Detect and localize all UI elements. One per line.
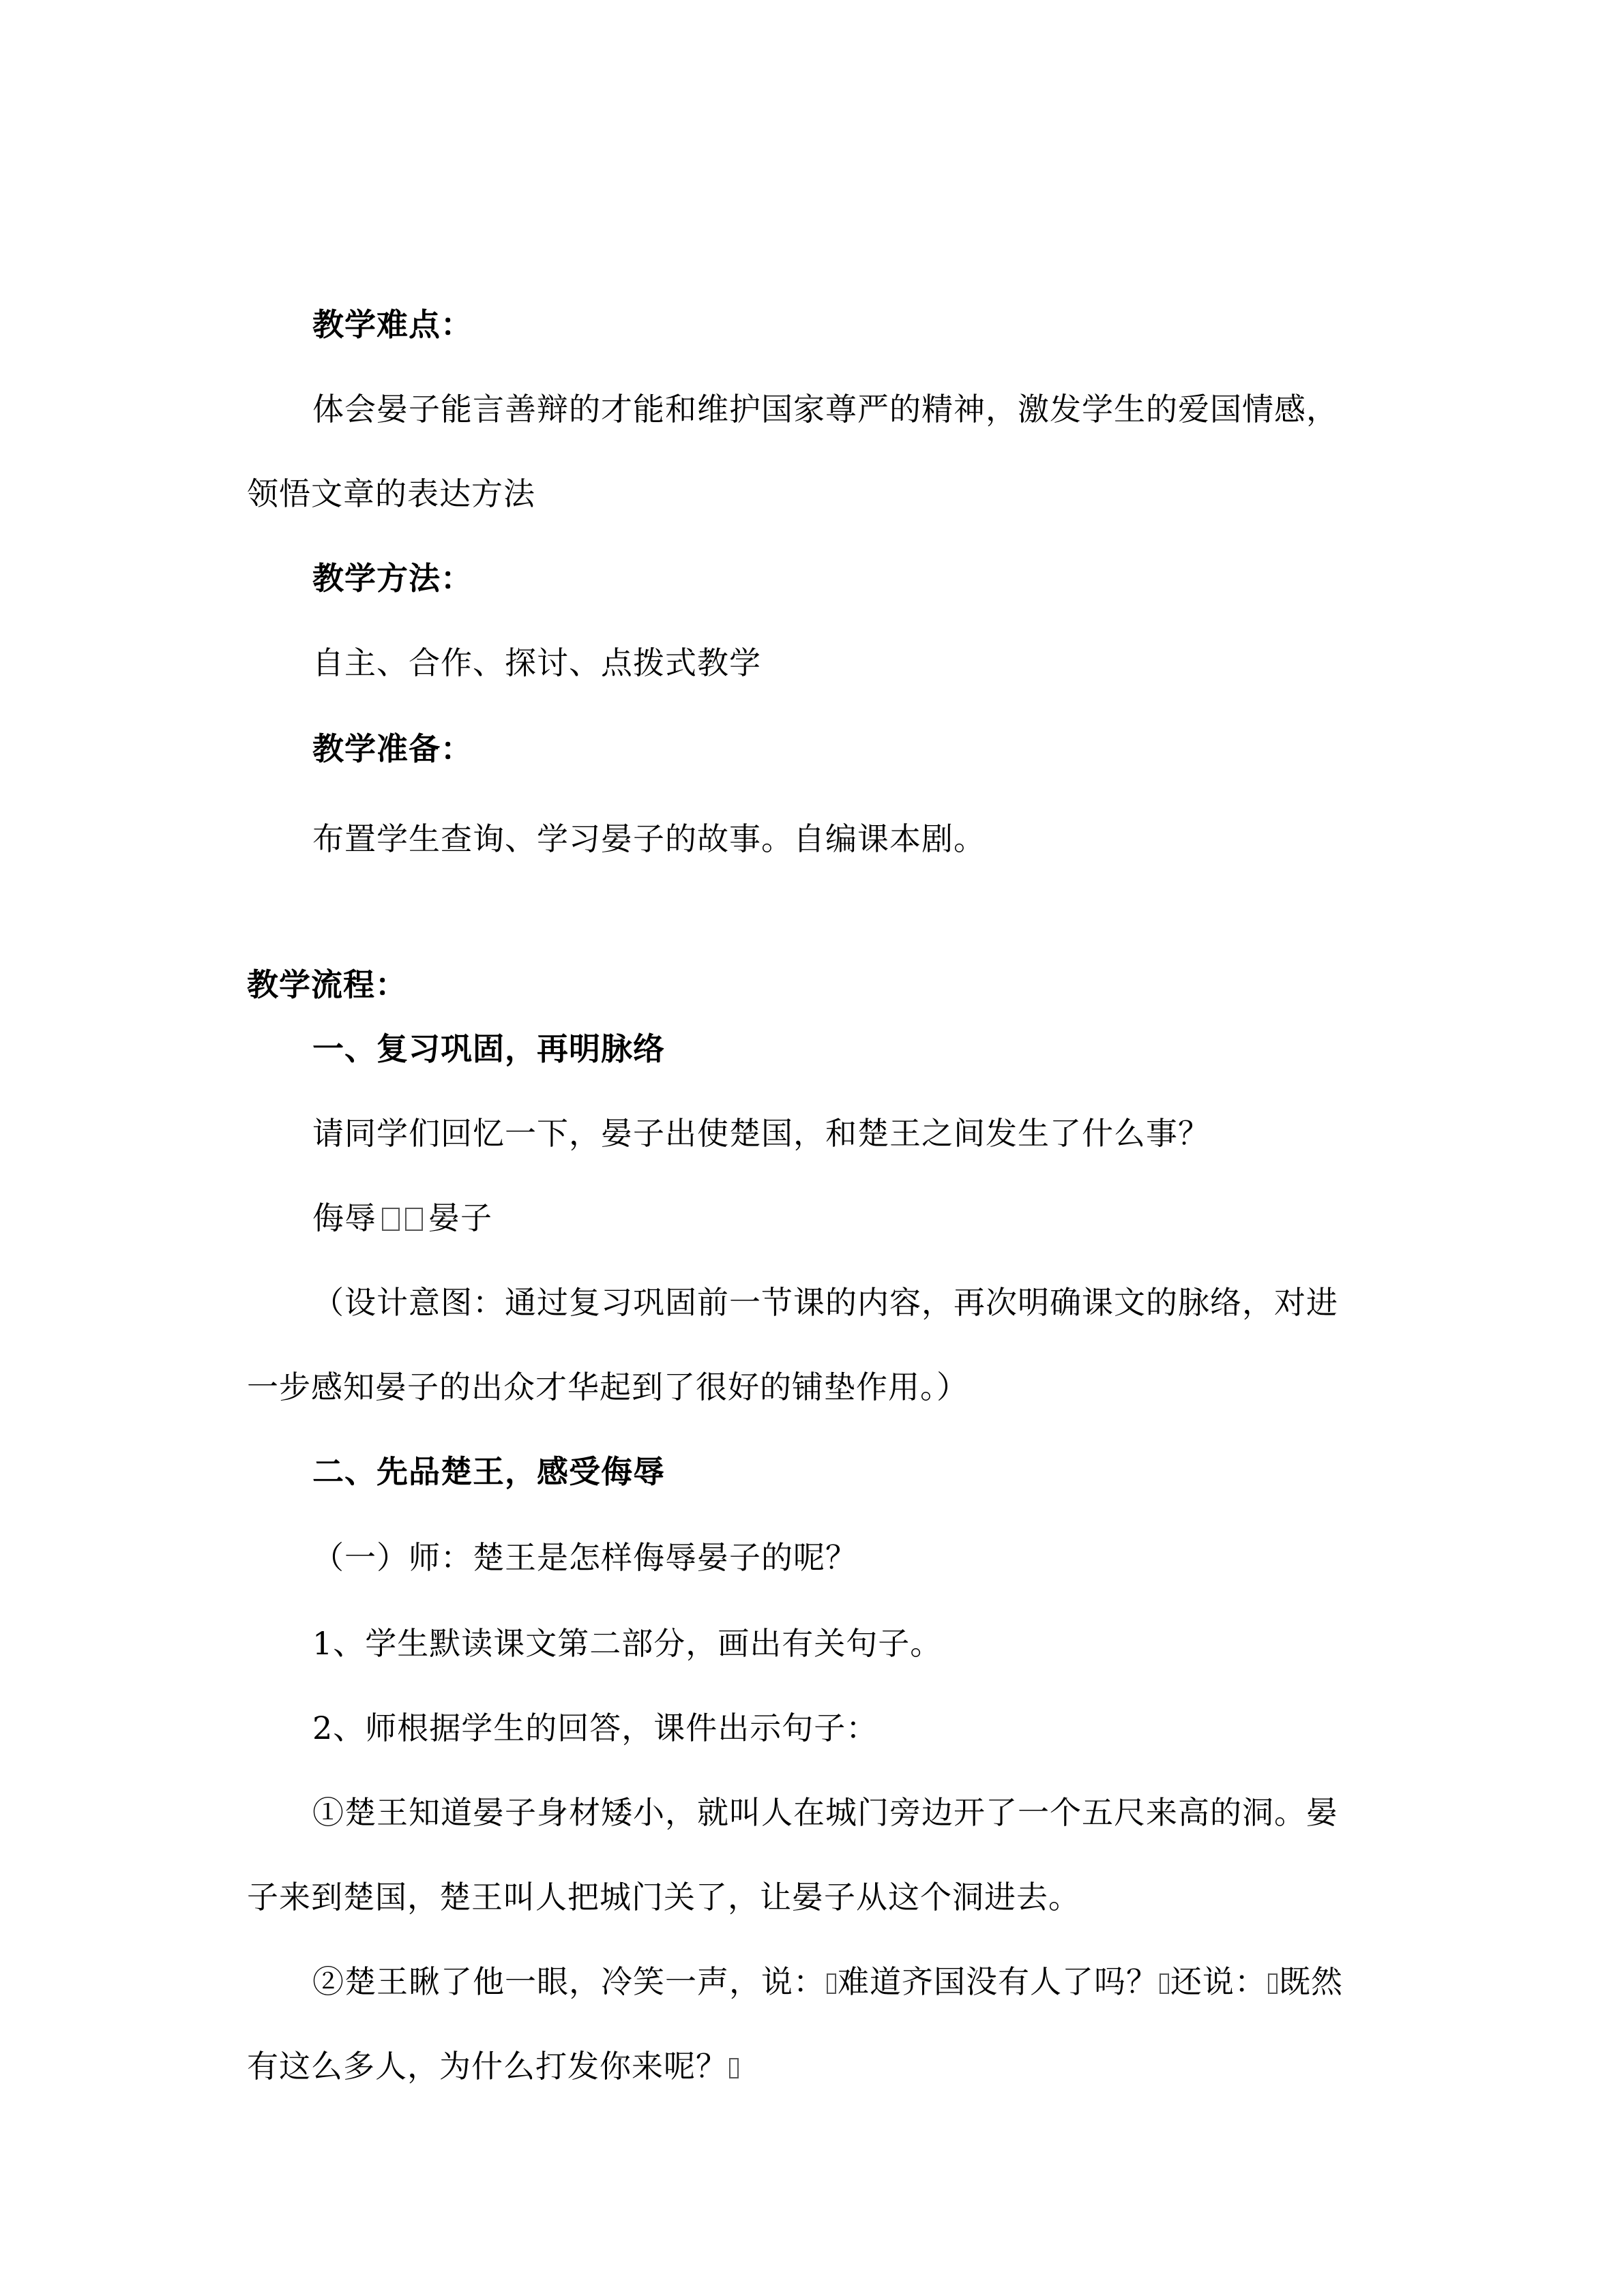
preparation-text: 布置学生查询、学习晏子的故事。自编课本剧。 (312, 820, 986, 857)
quote-2-part-4: 既然 (1279, 1963, 1343, 2000)
quote-2-line-2 (247, 2046, 740, 2087)
quote-2-line-2-text: 有这么多人，为什么打发你来呢？ (247, 2048, 728, 2085)
preparation-heading: 教学准备： (312, 730, 473, 767)
missing-glyph-icon (1160, 1973, 1169, 1994)
difficulty-text-line-2: 领悟文章的表达方法 (247, 475, 535, 512)
method-heading: 教学方法： (312, 560, 473, 597)
section-2-heading: 二、先品楚王，感受侮辱 (312, 1453, 665, 1490)
difficulty-text-line-1: 体会晏子能言善辩的才能和维护国家尊严的精神，激发学生的爱国情感， (312, 391, 1338, 428)
quote-2-part-3: 还说： (1170, 1963, 1267, 2000)
quote-1-line-2: 子来到楚国，楚王叫人把城门关了，让晏子从这个洞进去。 (247, 1879, 1080, 1915)
placeholder-box-icon (382, 1208, 400, 1231)
section-2-step-2: 2、师根据学生的回答，课件出示句子： (312, 1710, 879, 1746)
quote-2-part-1: ②楚王瞅了他一眼，冷笑一声，说： (312, 1963, 825, 2000)
missing-glyph-icon (827, 1973, 836, 1994)
process-heading: 教学流程： (247, 966, 407, 1003)
method-text: 自主、合作、探讨、点拨式教学 (312, 644, 761, 681)
insult-right-text: 晏子 (428, 1199, 492, 1236)
section-1-question: 请同学们回忆一下，晏子出使楚国，和楚王之间发生了什么事？ (312, 1115, 1210, 1152)
design-intent-line-2: 一步感知晏子的出众才华起到了很好的铺垫作用。） (247, 1369, 969, 1405)
insult-line (312, 1197, 492, 1238)
missing-glyph-icon (1268, 1973, 1278, 1994)
placeholder-box-icon (405, 1208, 423, 1231)
quote-2-line-1 (312, 1961, 1343, 2002)
difficulty-heading: 教学难点： (312, 306, 473, 343)
insult-left-text: 侮辱 (312, 1199, 377, 1236)
quote-2-part-2: 难道齐国没有人了吗？ (838, 1963, 1158, 2000)
missing-glyph-icon (729, 2058, 739, 2078)
section-2-step-1: 1、学生默读课文第二部分，画出有关句子。 (312, 1625, 943, 1662)
section-2-sub-1: （一）师：楚王是怎样侮辱晏子的呢？ (312, 1539, 857, 1576)
section-1-heading: 一、复习巩固，再明脉络 (312, 1030, 665, 1067)
quote-1-line-1: ①楚王知道晏子身材矮小，就叫人在城门旁边开了一个五尺来高的洞。晏 (312, 1794, 1338, 1831)
design-intent-line-1: （设计意图：通过复习巩固前一节课的内容，再次明确课文的脉络，对进 (312, 1284, 1338, 1321)
